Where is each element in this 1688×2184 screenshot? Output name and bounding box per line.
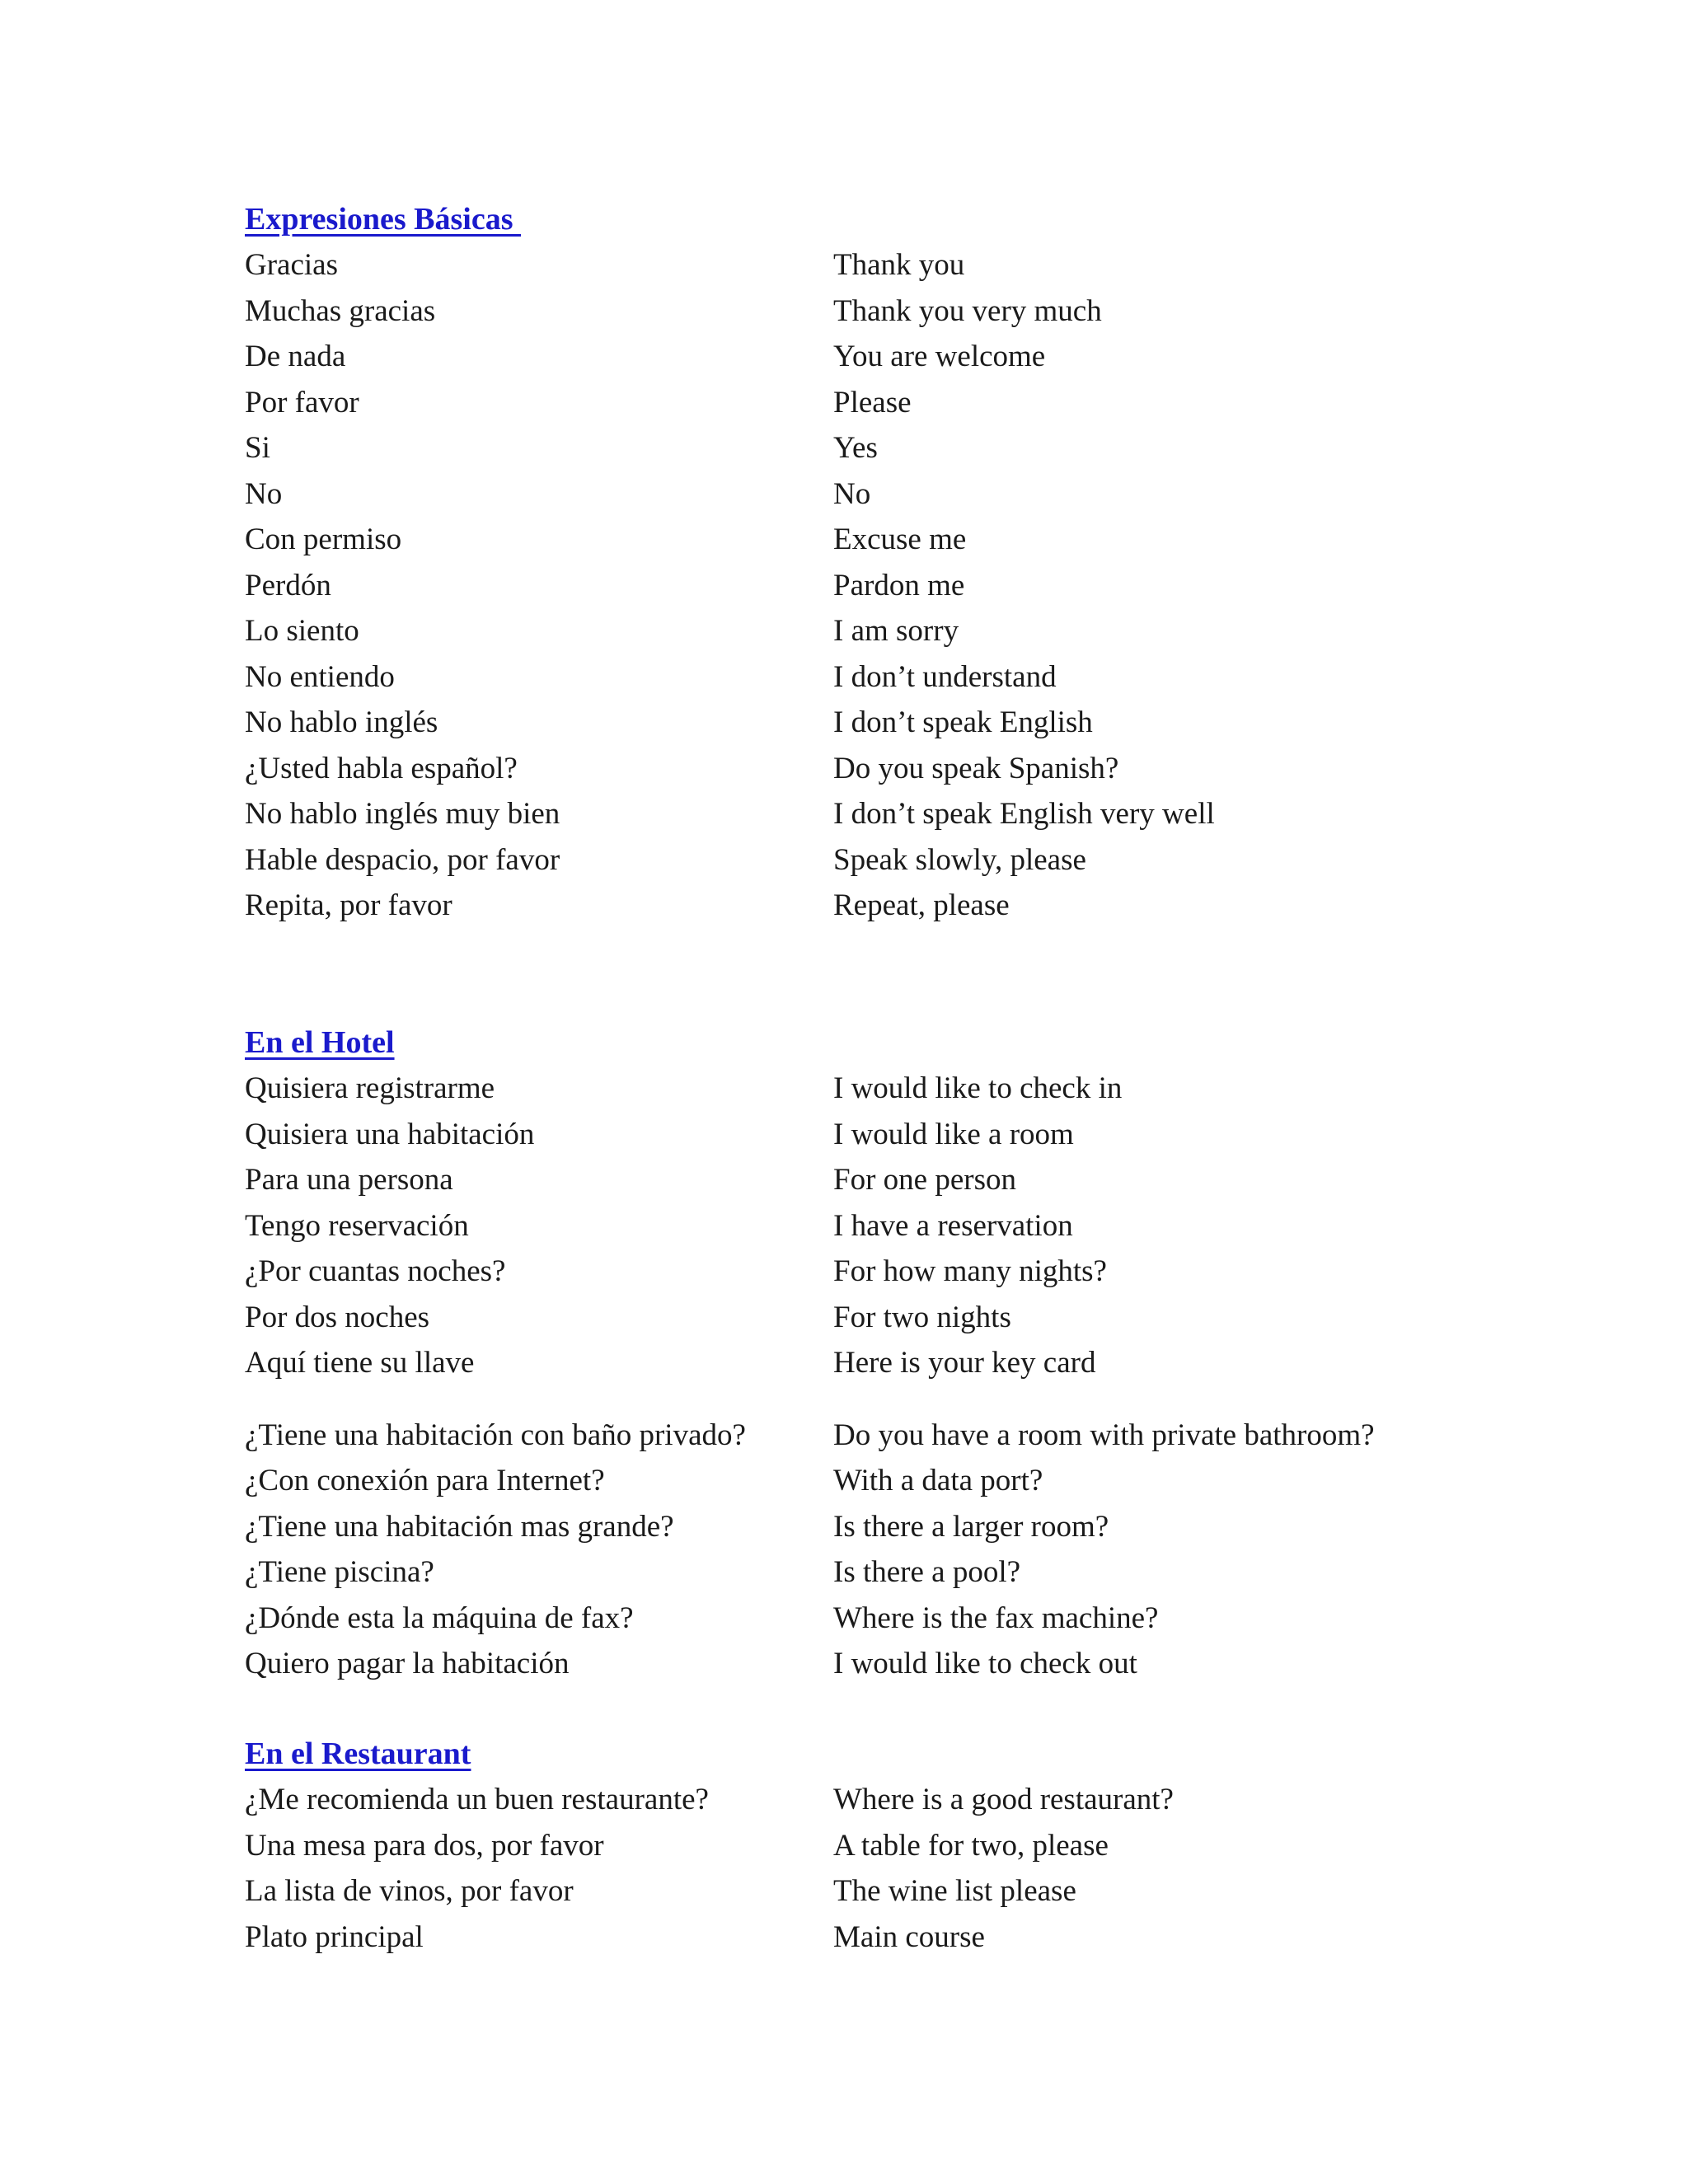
english-phrase: No [833, 476, 871, 511]
spanish-phrase: ¿Por cuantas noches? [245, 1254, 506, 1288]
english-phrase: Yes [833, 431, 878, 465]
section-title: En el Restaurant [245, 1736, 471, 1771]
phrase-row [245, 654, 1481, 701]
english-phrase: Excuse me [833, 523, 967, 556]
spanish-phrase: ¿Tiene una habitación con baño privado? [245, 1418, 746, 1452]
spanish-phrase: Perdón [245, 568, 331, 602]
english-phrase: Pardon me [833, 568, 965, 602]
phrase-row [245, 425, 1481, 471]
spanish-phrase: Con permiso [245, 523, 402, 556]
spanish-phrase: Quisiera una habitación [245, 1117, 535, 1151]
phrase-row [245, 1413, 1481, 1459]
section-title: Expresiones Básicas [245, 202, 522, 237]
english-phrase: Is there a pool? [833, 1555, 1021, 1589]
spanish-phrase: Una mesa para dos, por favor [245, 1828, 604, 1863]
phrase-row [245, 471, 1481, 518]
spanish-phrase: Plato principal [245, 1919, 424, 1954]
english-phrase: I would like to check in [833, 1071, 1123, 1105]
spanish-phrase: De nada [245, 340, 346, 373]
english-phrase: Main course [833, 1919, 985, 1954]
spanish-phrase: ¿Me recomienda un buen restaurante? [245, 1783, 709, 1816]
phrase-row [245, 563, 1481, 609]
english-phrase: I am sorry [833, 614, 959, 648]
phrase-row [245, 791, 1481, 837]
phrase-row [245, 1066, 1481, 1112]
english-phrase: With a data port? [833, 1464, 1043, 1497]
section-title: En el Hotel [245, 1025, 395, 1060]
english-phrase: The wine list please [833, 1874, 1076, 1908]
spanish-phrase: Para una persona [245, 1163, 453, 1197]
phrase-row [245, 1112, 1481, 1158]
english-phrase: I have a reservation [833, 1208, 1073, 1243]
english-phrase: I would like a room [833, 1117, 1074, 1151]
spanish-phrase: ¿Con conexión para Internet? [245, 1464, 605, 1497]
english-phrase: Do you have a room with private bathroom? [833, 1418, 1375, 1452]
phrase-row [245, 1458, 1481, 1504]
phrase-row [245, 517, 1481, 563]
phrase-row [245, 1504, 1481, 1550]
section-expresiones-basicas [245, 196, 1481, 929]
english-phrase: Is there a larger room? [833, 1509, 1109, 1544]
phrase-row [245, 334, 1481, 380]
phrase-row [245, 1295, 1481, 1341]
english-phrase: Repeat, please [833, 888, 1010, 922]
spanish-phrase: Muchas gracias [245, 293, 436, 328]
english-phrase: You are welcome [833, 340, 1046, 373]
english-phrase: Do you speak Spanish? [833, 751, 1119, 785]
spanish-phrase: No [245, 476, 283, 511]
spanish-phrase: ¿Dónde esta la máquina de fax? [245, 1601, 634, 1635]
spanish-phrase: ¿Usted habla español? [245, 751, 518, 785]
phrase-row [245, 1823, 1481, 1869]
phrase-row [245, 1157, 1481, 1203]
phrase-row [245, 288, 1481, 335]
english-phrase: I would like to check out [833, 1647, 1137, 1680]
spanish-phrase: ¿Tiene piscina? [245, 1555, 434, 1589]
spanish-phrase: No entiendo [245, 659, 395, 694]
spanish-phrase: Quisiera registrarme [245, 1071, 495, 1105]
english-phrase: I don’t speak English [833, 705, 1093, 739]
english-phrase: Thank you [833, 248, 965, 282]
english-phrase: Where is a good restaurant? [833, 1783, 1174, 1816]
spanish-phrase: Tengo reservación [245, 1208, 469, 1243]
spanish-phrase: Por dos noches [245, 1300, 430, 1334]
phrase-row [245, 746, 1481, 792]
phrase-row [245, 1549, 1481, 1596]
phrase-row [245, 1203, 1481, 1249]
english-phrase: For two nights [833, 1300, 1011, 1334]
phrase-row [245, 608, 1481, 654]
phrase-row [245, 700, 1481, 746]
english-phrase: Here is your key card [833, 1346, 1096, 1380]
phrase-row [245, 1249, 1481, 1295]
english-phrase: Where is the fax machine? [833, 1601, 1159, 1635]
phrase-row [245, 1915, 1481, 1961]
phrase-row [245, 837, 1481, 883]
phrase-row [245, 380, 1481, 426]
spanish-phrase: Gracias [245, 248, 338, 282]
spanish-phrase: Aquí tiene su llave [245, 1346, 475, 1380]
phrase-row [245, 883, 1481, 929]
phrase-row [245, 1777, 1481, 1823]
section-en-el-restaurant [245, 1731, 1481, 1960]
spacer [245, 1386, 1481, 1413]
english-phrase: I don’t understand [833, 659, 1057, 694]
spanish-phrase: Quiero pagar la habitación [245, 1647, 570, 1680]
spanish-phrase: La lista de vinos, por favor [245, 1874, 574, 1908]
phrase-row [245, 1641, 1481, 1687]
spanish-phrase: Lo siento [245, 614, 359, 648]
spanish-phrase: No hablo inglés muy bien [245, 797, 560, 831]
spanish-phrase: Por favor [245, 385, 359, 419]
spanish-phrase: Repita, por favor [245, 888, 452, 922]
english-phrase: Thank you very much [833, 293, 1102, 328]
english-phrase: I don’t speak English very well [833, 797, 1215, 831]
phrase-row [245, 1340, 1481, 1386]
english-phrase: For how many nights? [833, 1254, 1107, 1288]
english-phrase: Speak slowly, please [833, 842, 1086, 877]
spanish-phrase: No hablo inglés [245, 705, 438, 739]
phrase-row [245, 1596, 1481, 1642]
spanish-phrase: Si [245, 431, 270, 465]
english-phrase: Please [833, 385, 912, 419]
spanish-phrase: ¿Tiene una habitación mas grande? [245, 1509, 674, 1544]
phrase-row [245, 1868, 1481, 1915]
english-phrase: For one person [833, 1163, 1016, 1197]
spanish-phrase: Hable despacio, por favor [245, 842, 560, 877]
phrase-row [245, 242, 1481, 288]
english-phrase: A table for two, please [833, 1828, 1109, 1863]
section-en-el-hotel [245, 1019, 1481, 1687]
